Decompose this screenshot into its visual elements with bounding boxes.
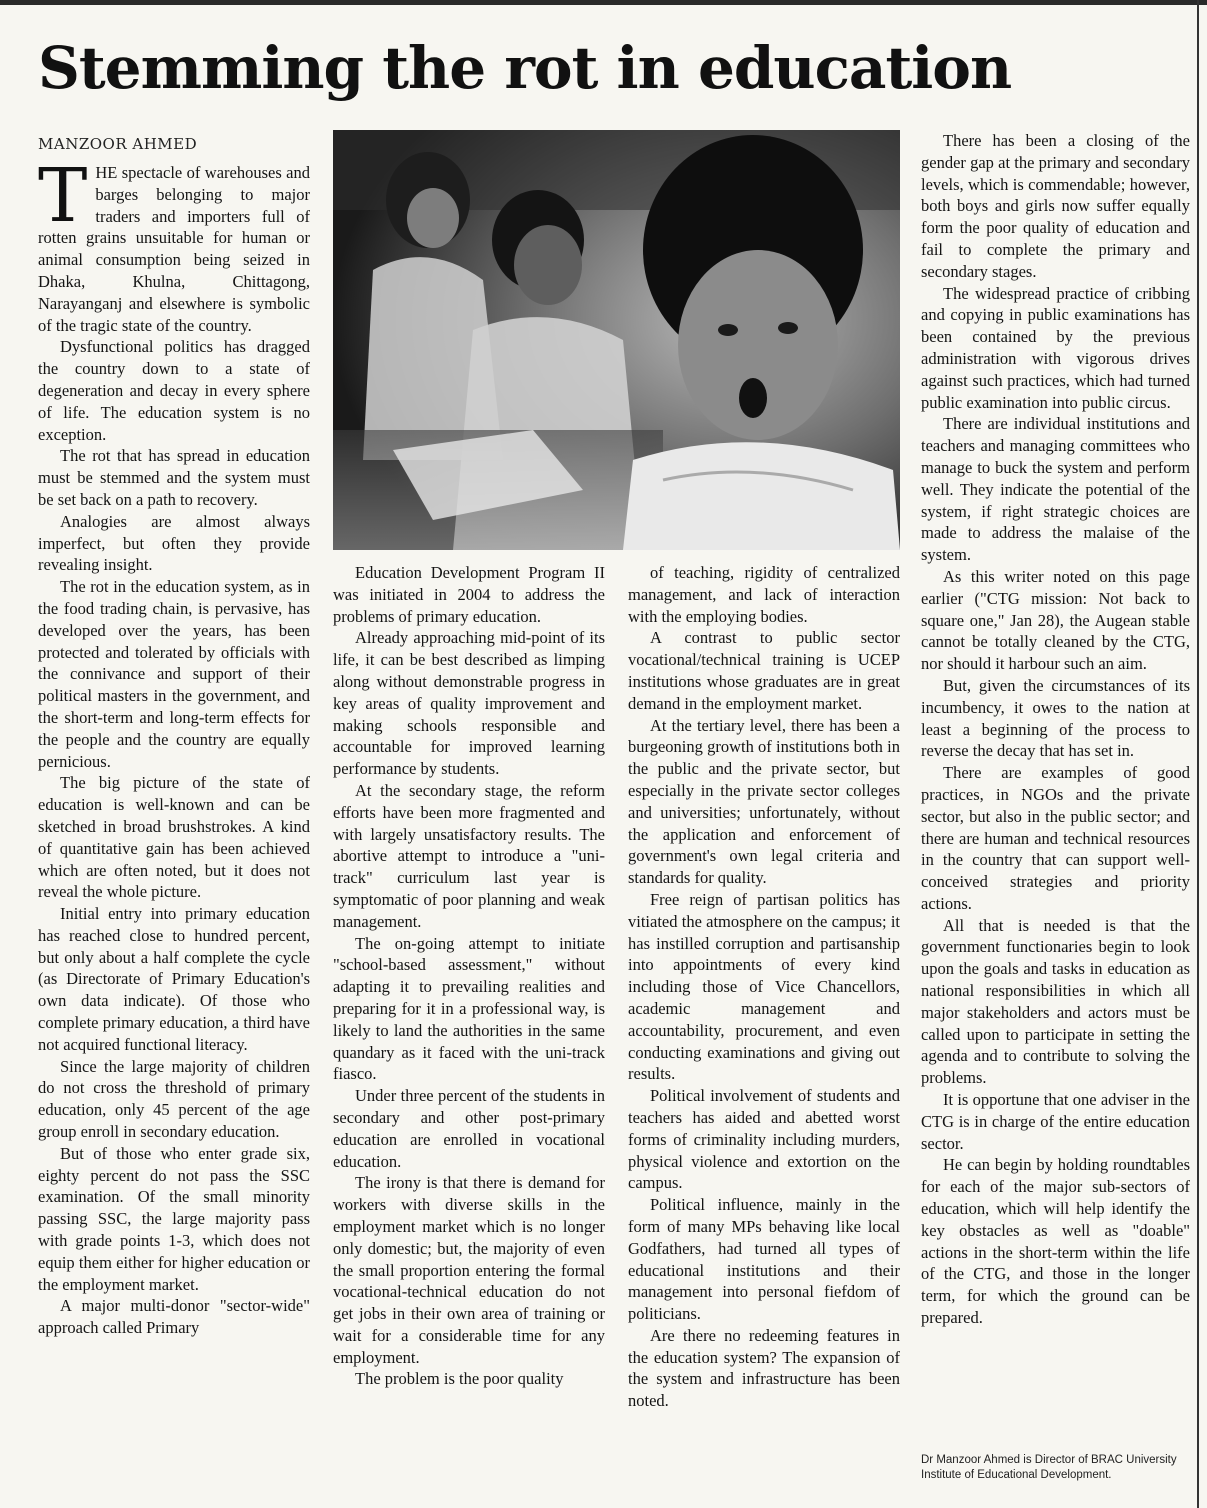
author-credit <box>921 1453 1190 1483</box>
paragraph: There are examples of good practices, in NGOs and the private sector, but also in the public sector; and there are human and technical resources in the country that can support well-conceived strategies and priority actions. <box>921 763 1190 913</box>
paragraph: A major multi-donor "sector-wide" approach called Primary <box>38 1296 310 1338</box>
column-rule <box>1197 0 1199 1508</box>
drop-cap: T <box>38 162 88 239</box>
paragraph: Under three percent of the students in secondary and other post-primary education are enrolled in vocational education. <box>333 1086 605 1171</box>
paragraph: Free reign of partisan politics has vitiated the atmosphere on the campus; it has instilled corruption and partisanship into appointments of every kind including those of Vice Chancellors, academic management and accountability, procurement, and even conducting examinations and giving out results. <box>628 889 900 1084</box>
column-2 <box>333 562 605 1497</box>
paragraph: Education Development Program II was initiated in 2004 to address the problems of primary education. <box>333 563 605 626</box>
paragraph: Analogies are almost always imperfect, but often they provide revealing insight. <box>38 511 310 575</box>
top-rule <box>0 0 1207 5</box>
article-photo <box>333 130 900 550</box>
paragraph: Since the large majority of children do not cross the threshold of primary education, only 45 percent of the age group enroll in secondary education. <box>38 1056 310 1142</box>
paragraph-text: HE spectacle of warehouses and barges belonging to major traders and importers full of rotten grains unsuitable for human or animal consumption being seized in Dhaka, Khulna, Chittagong, Narayanganj and elsewhere is symbolic of the tragic state of the country. <box>38 163 310 335</box>
paragraph: There has been a closing of the gender gap at the primary and secondary levels, which is commendable; however, both boys and girls now suffer equally form the poor quality of education and fail to complete the primary and secondary stages. <box>921 131 1190 281</box>
paragraph <box>38 162 310 336</box>
paragraph: But of those who enter grade six, eighty percent do not pass the SSC examination. Of the small minority passing SSC, the large majority pass with grade points 1-3, which does not equip them either for higher education or the employment market. <box>38 1143 310 1294</box>
headline: Stemming the rot in education <box>38 34 1012 102</box>
paragraph: All that is needed is that the government functionaries begin to look upon the goals and tasks in education as national responsibilities in which all major stakeholders and actors must be called upon to participate in setting the agenda and to contribute to solving the problems. <box>921 915 1190 1088</box>
paragraph: But, given the circumstances of its incumbency, it owes to the nation at least a beginning of the process to reverse the decay that has set in. <box>921 675 1190 761</box>
author-credit-line-2: Institute of Educational Development. <box>921 1469 1112 1481</box>
paragraph: The rot that has spread in education must be stemmed and the system must be set back on a path to recovery. <box>38 446 310 509</box>
paragraph: As this writer noted on this page earlier ("CTG mission: Not back to square one," Jan 28), the Augean stable cannot be totally cleaned by the CTG, nor should it harbour such an aim. <box>921 566 1190 674</box>
paragraph: Are there no redeeming features in the education system? The expansion of the system and infrastructure has been noted. <box>628 1325 900 1411</box>
column-4 <box>921 130 1190 1440</box>
paragraph: A contrast to public sector vocational/technical training is UCEP institutions whose graduates are in great demand in the employment market. <box>628 628 900 713</box>
column-3 <box>628 562 900 1497</box>
paragraph: Already approaching mid-point of its life, it can be best described as limping along without demonstrable progress in key areas of quality improvement and making schools responsible and accountable for improved learning performance by students. <box>333 628 605 779</box>
paragraph: Political involvement of students and teachers has aided and abetted worst forms of criminality including murders, physical violence and extortion on the campus. <box>628 1086 900 1193</box>
photo-children-in-classroom <box>333 130 900 550</box>
paragraph: Initial entry into primary education has reached close to hundred percent, but only about a half complete the cycle (as Directorate of Primary Education's own data indicate). Of those who complete primary education, a third have not acquired functional literacy. <box>38 904 310 1054</box>
paragraph: At the secondary stage, the reform efforts have been more fragmented and with largely unsatisfactory results. The abortive attempt to introduce a "uni-track" curriculum last year is symptomatic of poor planning and weak management. <box>333 780 605 931</box>
column-1 <box>38 162 310 1497</box>
paragraph: There are individual institutions and teachers and managing committees who manage to buck the system and perform well. They indicate the potential of the system, if right strategic choices are made to address the malaise of the system. <box>921 414 1190 565</box>
paragraph: Political influence, mainly in the form of many MPs behaving like local Godfathers, had turned all types of educational institutions and their management into personal fiefdom of politicians. <box>628 1195 900 1324</box>
paragraph: The irony is that there is demand for workers with diverse skills in the employment market which is no longer only domestic; but, the majority of even the small proportion entering the formal vocational-technical education do not get jobs in their own area of training or wait for a considerable time for any employment. <box>333 1173 605 1367</box>
author-credit-line-1: Dr Manzoor Ahmed is Director of BRAC University <box>921 1454 1177 1466</box>
paragraph: It is opportune that one adviser in the CTG is in charge of the entire education sector. <box>921 1090 1190 1153</box>
paragraph: Dysfunctional politics has dragged the country down to a state of degeneration and decay in every sphere of life. The education system is no exception. <box>38 337 310 444</box>
paragraph: The on-going attempt to initiate "school-based assessment," without adapting it to prevailing realities and preparing for it in a professional way, is likely to land the authorities in the same quandary as it faced with the uni-track fiasco. <box>333 933 605 1084</box>
paragraph: of teaching, rigidity of centralized management, and lack of interaction with the employing bodies. <box>628 563 900 626</box>
paragraph: At the tertiary level, there has been a burgeoning growth of institutions both in the public and the private sector, but especially in the private sector colleges and universities; unfortunately, without the application and enforcement of government's own legal criteria and standards for quality. <box>628 715 900 888</box>
paragraph: The rot in the education system, as in the food trading chain, is pervasive, has developed over the years, has been protected and tolerated by officials with the connivance and support of their political masters in the government, and the short-term and long-term effects for the people and the country are equally pernicious. <box>38 577 310 771</box>
byline: MANZOOR AHMED <box>38 135 198 153</box>
paragraph: The widespread practice of cribbing and copying in public examinations has been contained by the previous administration with vigorous drives against such practices, which had turned public examination into public circus. <box>921 283 1190 412</box>
paragraph: The problem is the poor quality <box>355 1369 564 1389</box>
paragraph: The big picture of the state of education is well-known and can be sketched in broad brushstrokes. A kind of quantitative gain has been achieved which are often noted, but it does not reveal the whole picture. <box>38 773 310 902</box>
paragraph: He can begin by holding roundtables for each of the major sub-sectors of education, which will help identify the key obstacles as well as "doable" actions in the short-term within the life of the CTG, and those in the longer term, for which the ground can be prepared. <box>921 1155 1190 1328</box>
